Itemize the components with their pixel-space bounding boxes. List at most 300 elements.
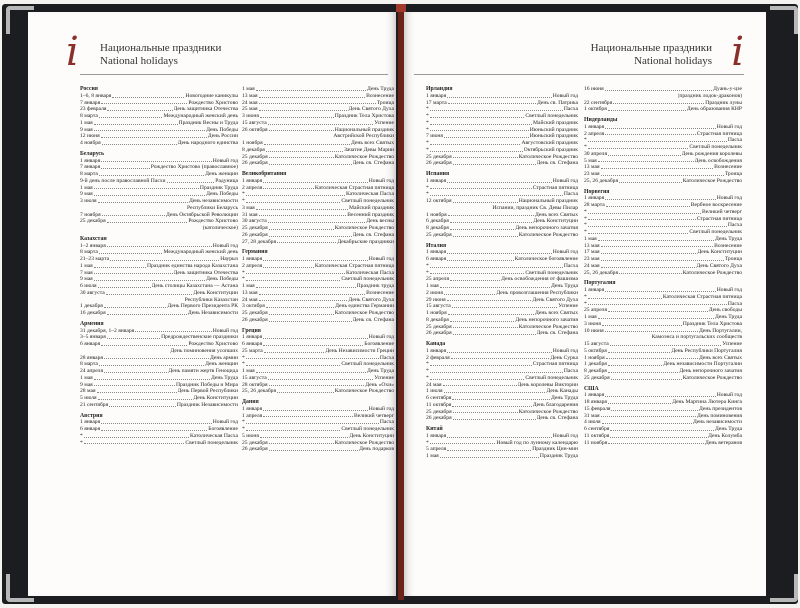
holiday-row: [426, 212, 578, 219]
dot-leader: [110, 256, 219, 261]
holiday-date: *: [242, 426, 245, 432]
holiday-date: 12 октября: [426, 198, 452, 204]
holiday-date: 26 декабря: [426, 330, 452, 337]
dot-leader: [263, 406, 368, 411]
holiday-name: Светлый понедельник: [525, 113, 578, 119]
holiday-row: [80, 243, 238, 250]
holiday-row: [426, 317, 578, 324]
holiday-row: [426, 249, 578, 256]
dot-leader: [444, 133, 529, 138]
holiday-name: День провозглашения Республики: [496, 289, 578, 296]
holiday-date: 11 ноября: [584, 439, 608, 446]
holiday-row: [426, 330, 578, 337]
dot-leader: [84, 433, 189, 438]
dot-leader: [268, 375, 374, 380]
dot-leader: [430, 263, 563, 268]
holiday-row: [426, 198, 578, 205]
dot-leader: [81, 297, 184, 302]
holiday-name: Новый год: [552, 92, 578, 99]
corner-protector: [770, 6, 798, 34]
holiday-row: [80, 388, 238, 395]
dot-leader: [269, 317, 352, 322]
holiday-name: День Конституции: [193, 289, 238, 296]
dot-leader: [602, 419, 692, 424]
dot-leader: [605, 287, 716, 292]
dot-leader: [269, 154, 334, 159]
holiday-name: Праздник Тела Христова: [334, 113, 394, 119]
holiday-name: День защитника Отечества: [173, 269, 238, 276]
dot-leader: [112, 93, 184, 98]
holiday-row: [584, 307, 742, 314]
holiday-name: День Конституции: [697, 249, 742, 256]
holiday-date: 11 октября: [584, 432, 610, 439]
holiday-name: Новый год: [212, 242, 238, 249]
holiday-row: [242, 256, 394, 263]
dot-leader: [598, 314, 714, 319]
holiday-row: [426, 368, 578, 375]
holiday-date: 8 декабря: [242, 146, 265, 153]
holiday-date: 6 января: [426, 256, 447, 262]
header-title-ru: Национальные праздники: [100, 42, 222, 54]
holiday-row: [80, 120, 238, 127]
dot-leader: [260, 113, 334, 118]
holiday-name: Новый год: [368, 256, 394, 262]
holiday-date: 1 января: [584, 123, 605, 130]
holiday-row: [242, 426, 394, 433]
holiday-date: 25 декабря: [242, 153, 268, 160]
holiday-column: [80, 86, 238, 446]
dot-leader: [98, 198, 188, 203]
holiday-name: Пасха: [563, 262, 578, 269]
dot-leader: [605, 328, 698, 333]
holiday-row: [584, 426, 742, 433]
holiday-name: День независимости: [188, 198, 238, 204]
holiday-name: Католическое Рождество: [518, 408, 578, 415]
holiday-row: [80, 218, 238, 225]
dot-leader: [430, 368, 563, 373]
holiday-row: [426, 440, 578, 447]
holiday-date: *: [242, 361, 245, 368]
holiday-date: 28 января: [80, 354, 103, 361]
holiday-name: День всех Святых: [535, 310, 578, 316]
dot-leader: [444, 388, 546, 393]
holiday-date: 1 мая: [80, 262, 93, 269]
holiday-date: 25, 26 декабря: [584, 269, 619, 276]
dot-leader: [440, 453, 539, 458]
holiday-date: 1 апреля: [242, 412, 263, 419]
holiday-row: [584, 131, 742, 138]
holiday-row: [426, 205, 578, 212]
holiday-date: 1 января: [426, 347, 447, 354]
dot-leader: [269, 382, 365, 387]
holiday-date: *: [584, 300, 587, 307]
country-heading: Россия: [80, 86, 98, 92]
holiday-name: Новый год: [368, 334, 394, 341]
dot-leader: [101, 100, 187, 105]
holiday-date: 8 декабря: [426, 316, 449, 323]
holiday-date: 1 мая: [584, 314, 597, 320]
holiday-name: Праздник труда: [356, 283, 394, 289]
dot-leader: [101, 426, 207, 431]
holiday-row: [426, 270, 578, 277]
dot-leader: [430, 185, 532, 190]
holiday-row: [242, 355, 394, 362]
holiday-row: [242, 334, 394, 341]
holiday-row: [426, 388, 578, 395]
holiday-name: День поминовения: [697, 412, 742, 419]
holiday-date: *: [426, 113, 429, 119]
holiday-row: [242, 413, 394, 420]
dot-leader: [588, 216, 696, 221]
holiday-row: [80, 205, 238, 212]
holiday-date: 18 января: [584, 399, 607, 405]
holiday-date: 9 мая: [80, 276, 93, 283]
holiday-name: День Республики Португалия: [671, 347, 742, 354]
holiday-date: 1 января: [242, 405, 263, 412]
holiday-date: 1 июля: [426, 388, 443, 395]
holiday-name: Вознесение: [366, 92, 394, 99]
page-header: [100, 42, 221, 68]
holiday-row: [80, 276, 238, 283]
dot-leader: [268, 120, 374, 125]
dot-leader: [94, 375, 210, 380]
holiday-date: 23 мая: [584, 256, 600, 262]
holiday-date: 25 декабря: [584, 374, 610, 381]
holiday-name: День столицы Казахстана — Астана: [151, 283, 238, 289]
holiday-name: Национальный праздник: [334, 126, 394, 133]
holiday-row: [242, 120, 394, 127]
holiday-row: [80, 348, 238, 355]
holiday-name: День Первой Республики: [177, 388, 238, 395]
holiday-name: Рождество Христово: [188, 218, 238, 225]
holiday-row: [426, 191, 578, 198]
dot-leader: [167, 178, 215, 183]
holiday-row: [80, 426, 238, 433]
holiday-row: [80, 256, 238, 263]
holiday-name: Испании, праздник Св. Девы Пилар: [492, 204, 578, 211]
dot-leader: [264, 140, 350, 145]
holiday-row: [584, 171, 742, 178]
holiday-row: [80, 382, 238, 389]
holiday-name: День России: [207, 133, 238, 140]
holiday-name: Троица: [724, 256, 742, 262]
holiday-name: День рождения королевы: [681, 150, 742, 157]
dot-leader: [260, 433, 348, 438]
dot-leader: [246, 419, 379, 424]
holiday-row: [584, 202, 742, 209]
holiday-date: 9-й день после православной Пасхи: [80, 177, 166, 184]
dot-leader: [99, 171, 204, 176]
dot-leader: [601, 249, 697, 254]
holiday-date: 5 апреля: [426, 446, 447, 453]
dot-leader: [277, 239, 336, 244]
dot-leader: [81, 205, 186, 210]
dot-leader: [94, 263, 146, 268]
holiday-name: День св. Стефана: [536, 330, 578, 337]
dot-leader: [98, 395, 193, 400]
holiday-date: 3 июня: [242, 113, 259, 119]
holiday-date: 8 марта: [80, 249, 98, 256]
holiday-row: [242, 303, 394, 310]
dot-leader: [602, 321, 682, 326]
dot-leader: [450, 276, 500, 281]
holiday-row: [584, 158, 742, 165]
dot-leader: [453, 198, 518, 203]
dot-leader: [259, 100, 376, 105]
holiday-row: [584, 294, 742, 301]
holiday-row: [80, 328, 238, 335]
holiday-name: День независимости Португалии: [663, 361, 742, 368]
dot-leader: [608, 151, 681, 156]
holiday-name: День Сурка: [550, 354, 578, 361]
holiday-name: Новый год: [552, 177, 578, 184]
dot-leader: [259, 212, 347, 217]
holiday-date: 22 сентября: [584, 99, 613, 106]
dot-leader: [81, 348, 169, 353]
holiday-row: [80, 310, 238, 317]
holiday-row: [80, 433, 238, 440]
dot-leader: [268, 218, 366, 223]
dot-leader: [430, 113, 525, 118]
holiday-name: День президентов: [699, 405, 742, 412]
holiday-name: Зачатие Девы Марии: [344, 146, 394, 153]
holiday-date: 25 декабря: [80, 218, 106, 225]
holiday-date: 1 мая: [80, 119, 93, 126]
holiday-date: 6 сентября: [426, 395, 452, 401]
holiday-row: [426, 446, 578, 453]
holiday-name: Майский праздник: [533, 119, 578, 126]
holiday-row: [584, 301, 742, 308]
holiday-row: [584, 287, 742, 294]
holiday-name: День всех Святых: [351, 140, 394, 146]
dot-leader: [430, 375, 525, 380]
holiday-name: Новый год: [212, 157, 238, 164]
holiday-name: День благодарения: [532, 401, 578, 408]
holiday-row: [426, 382, 578, 389]
dot-leader: [606, 355, 698, 360]
holiday-date: 28 мая: [80, 388, 96, 395]
country-heading: Канада: [426, 341, 446, 347]
holiday-date: 11 октября: [426, 401, 452, 408]
holiday-row: [426, 375, 578, 382]
dot-leader: [588, 294, 662, 299]
holiday-name: Вознесение: [714, 164, 742, 171]
holiday-name: День ветеранов: [704, 439, 742, 446]
dot-leader: [605, 86, 712, 91]
holiday-name: Католическое Рождество: [518, 323, 578, 330]
holiday-date: 23 февраля: [80, 106, 107, 113]
country-heading: Ирландия: [426, 86, 453, 92]
dot-leader: [605, 392, 716, 397]
holiday-date: 31 декабря, 1–2 января: [80, 327, 135, 334]
holiday-date: 24 мая: [242, 296, 258, 303]
holiday-row: [584, 314, 742, 321]
holiday-row: [426, 133, 578, 140]
dot-leader: [608, 361, 662, 366]
holiday-name: Новый год: [716, 195, 742, 202]
holiday-row: [426, 120, 578, 127]
dot-leader: [104, 303, 167, 308]
holiday-row: [242, 113, 394, 120]
holiday-name: Декабрьские праздники: [337, 238, 394, 245]
holiday-row: [80, 133, 238, 140]
holiday-row: [584, 249, 742, 256]
dot-leader: [453, 415, 536, 420]
holiday-date: 1 января: [242, 177, 263, 184]
holiday-date: 15 августа: [242, 119, 267, 126]
holiday-date: 21–23 марта: [80, 256, 110, 262]
corner-protector: [770, 574, 798, 602]
holiday-date: 1 января: [426, 92, 447, 99]
holiday-name: Республики Беларусь: [187, 204, 238, 211]
holiday-name: День св. Стефана: [352, 316, 394, 323]
dot-leader: [269, 225, 334, 230]
holiday-date: 1 января: [426, 249, 447, 256]
holiday-row: [242, 263, 394, 270]
dot-leader: [269, 440, 334, 445]
holiday-name: Новый год: [212, 419, 238, 426]
holiday-date: 16 декабря: [80, 310, 106, 316]
holiday-date: 1 мая: [242, 86, 255, 92]
holiday-date: 15 августа: [242, 374, 267, 381]
holiday-date: 30 августа: [242, 218, 267, 225]
dot-leader: [605, 131, 695, 136]
holiday-date: 1 января: [80, 157, 101, 164]
holiday-date: 17 мая: [584, 249, 600, 256]
holiday-name: Вознесение: [714, 242, 742, 249]
holiday-row: [584, 93, 742, 100]
dot-leader: [94, 120, 178, 125]
holiday-name: Новый год: [368, 405, 394, 412]
dot-leader: [269, 160, 352, 165]
dot-leader: [601, 263, 696, 268]
holiday-date: *: [584, 215, 587, 222]
holiday-name: Пасха: [727, 222, 742, 229]
dot-leader: [263, 413, 353, 418]
dot-leader: [453, 154, 518, 159]
dot-leader: [107, 334, 160, 339]
holiday-row: [426, 93, 578, 100]
holiday-name: Праздник Победы и Мира: [175, 381, 238, 388]
holiday-name: Светлый понедельник: [341, 276, 394, 283]
holiday-name: День освобождения от фашизма: [501, 276, 578, 283]
dot-leader: [277, 388, 334, 393]
holiday-name: День подарков: [359, 446, 394, 453]
holiday-name: День Труда: [366, 368, 394, 374]
dot-leader: [619, 270, 682, 275]
holiday-date: 2 апреля: [242, 262, 263, 269]
holiday-row: [242, 283, 394, 290]
holiday-date: 1 мая: [242, 283, 255, 289]
holiday-date: 13 мая: [584, 164, 600, 171]
dot-leader: [450, 218, 533, 223]
holiday-row: [584, 334, 742, 341]
holiday-name: Троица: [376, 99, 394, 106]
holiday-row: [584, 195, 742, 202]
dot-leader: [450, 317, 515, 322]
header-title-ru: Национальные праздники: [590, 42, 712, 54]
holiday-row: [584, 229, 742, 236]
holiday-date: 1 января: [80, 419, 101, 426]
holiday-date: 9 мая: [80, 381, 93, 388]
holiday-name: Католическая Пасха: [345, 191, 394, 198]
holiday-row: [584, 243, 742, 250]
dot-leader: [109, 402, 176, 407]
holiday-name: Пасха: [727, 137, 742, 144]
holiday-name: Католическое Рождество: [334, 388, 394, 395]
holiday-row: [426, 290, 578, 297]
dot-leader: [448, 100, 536, 105]
holiday-row: [584, 209, 742, 216]
holiday-name: Светлый понедельник: [185, 439, 238, 446]
holiday-date: *: [426, 439, 429, 446]
holiday-date: 25 декабря: [242, 225, 268, 231]
dot-leader: [259, 297, 348, 302]
dot-leader: [453, 324, 518, 329]
header-divider: [414, 74, 744, 75]
holiday-name: День освобождения: [694, 157, 742, 164]
holiday-row: [426, 147, 578, 154]
dot-leader: [588, 222, 727, 227]
dot-leader: [430, 140, 521, 145]
holiday-row: [584, 86, 742, 93]
holiday-date: 1 мая: [426, 283, 439, 289]
dot-leader: [452, 402, 531, 407]
dot-leader: [263, 341, 363, 346]
dot-leader: [451, 355, 550, 360]
holiday-row: [242, 310, 394, 317]
country-heading: Австрия: [80, 412, 103, 419]
holiday-name: Новый год по лунному календарю: [496, 439, 578, 446]
holiday-name: День св. Стефана: [352, 231, 394, 238]
holiday-date: 8 марта: [80, 113, 98, 119]
holiday-date: 25 декабря: [242, 310, 268, 316]
holiday-name: День Мартина Лютера Кинга: [672, 399, 742, 405]
dot-leader: [608, 348, 671, 353]
holiday-date: 8 декабря: [584, 368, 607, 374]
holiday-date: *: [426, 269, 429, 276]
holiday-name: Августовский праздник: [521, 140, 578, 146]
holiday-date: 1 ноября: [426, 310, 447, 316]
dot-leader: [107, 106, 172, 111]
dot-leader: [605, 124, 716, 129]
dot-leader: [259, 106, 348, 111]
holiday-row: [426, 225, 578, 232]
dot-leader: [601, 256, 724, 261]
holiday-row: [80, 106, 238, 113]
dot-leader: [104, 355, 209, 360]
dot-leader: [611, 375, 682, 380]
holiday-date: 5 июля: [80, 395, 97, 401]
holiday-name: День Победы: [206, 276, 238, 283]
holiday-date: *: [584, 144, 587, 150]
left-page: [28, 12, 396, 596]
holiday-name: День св. Патрика: [536, 99, 578, 106]
holiday-row: [584, 392, 742, 399]
holiday-row: [80, 297, 238, 304]
dot-leader: [259, 290, 366, 295]
holiday-row: [584, 137, 742, 144]
dot-leader: [430, 120, 532, 125]
holiday-date: *: [80, 432, 83, 439]
holiday-row: [426, 310, 578, 317]
dot-leader: [447, 178, 552, 183]
header-title-en: National holidays: [100, 55, 178, 67]
holiday-row: [242, 185, 394, 192]
holiday-date: 13 мая: [584, 242, 600, 249]
holiday-date: *: [426, 368, 429, 374]
holiday-date: 6 января: [242, 341, 263, 347]
